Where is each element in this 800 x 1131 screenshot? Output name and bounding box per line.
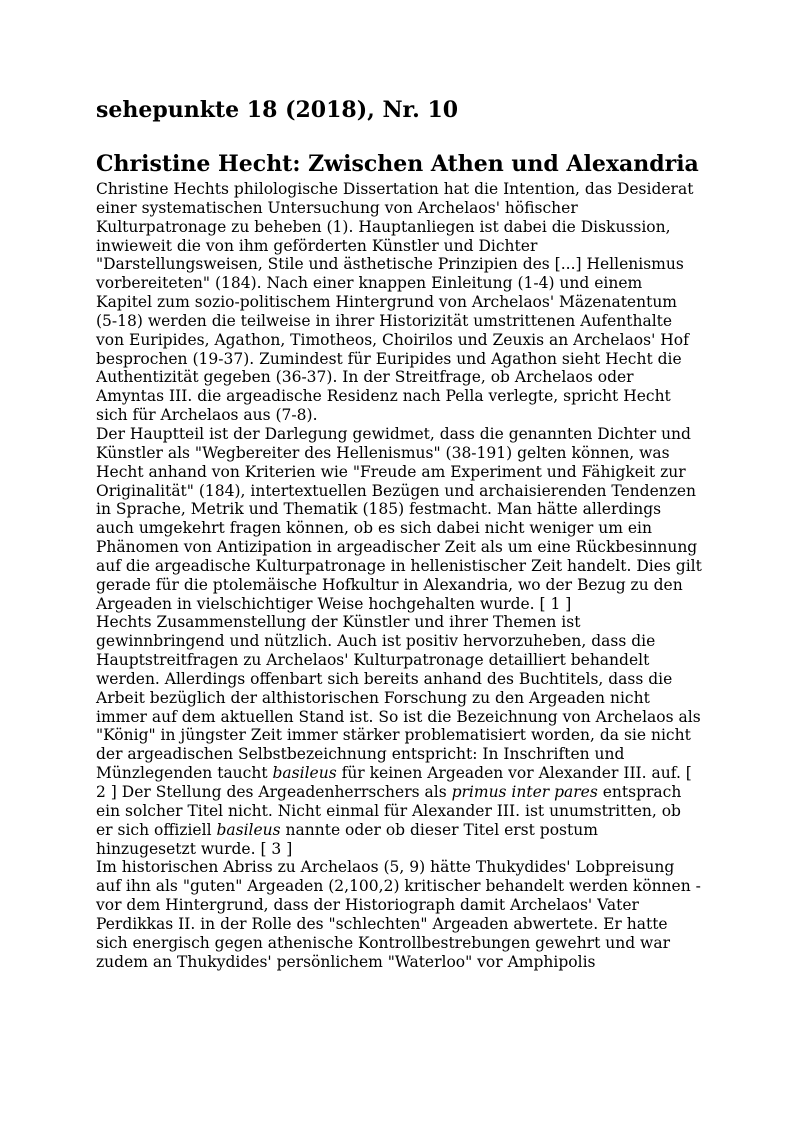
paragraph-2: [96, 425, 702, 613]
italic-term: primus inter pares: [451, 783, 598, 801]
italic-term: basileus: [272, 764, 337, 783]
text-run: entsprach ein solcher Titel nicht. Nicht einmal für Alexander III. ist unumstritten, ob er sich offiziell: [96, 783, 682, 839]
journal-heading: sehepunkte 18 (2018), Nr. 10: [96, 97, 459, 123]
paragraph-1: [96, 180, 702, 425]
text-run: Hechts Zusammenstellung der Künstler und ihrer Themen ist gewinnbringend und nützlich. Auch ist positiv hervorzuheben, dass die Hauptstreitfragen zu Archelaos' Kulturpatronage detailliert behandelt werden. Allerdings offenbart sich bereits anhand des Buchtitels, dass die Arbeit bezüglich der althistorischen Forschung zu den Argeaden nicht immer auf dem aktuellen Stand ist. So ist die Bezeichnung von Archelaos als "König" in jüngster Zeit immer stärker problematisiert worden, da sie nicht der argeadischen Selbstbezeichnung entspricht: In Inschriften und Münzlegenden taucht: [96, 613, 701, 783]
text-run: für keinen Argeaden vor Alexander III. auf. [ 2 ] Der Stellung des Argeadenherrschers als: [96, 764, 692, 801]
review-page: [96, 96, 702, 971]
text-run: Der Hauptteil ist der Darlegung gewidmet, dass die genannten Dichter und Künstler als "Wegbereiter des Hellenismus" (38-191) gelten können, was Hecht anhand von Kriterien wie "Freude am Experiment und Fähigkeit zur Originalität" (184), intertextuellen Bezügen und archaisierenden Tendenzen in Sprache, Metrik und Thematik (185) festmacht. Man hätte allerdings auch umgekehrt fragen können, ob es sich dabei nicht weniger um ein Phänomen von Antizipation in argeadischer Zeit als um eine Rückbesinnung auf die argeadische Kulturpatronage in hellenistischer Zeit handelt. Dies gilt gerade für die ptolemäische Hofkultur in Alexandria, wo der Bezug zu den Argeaden in vielschichtiger Weise hochgehalten wurde. [ 1 ]: [96, 424, 702, 613]
text-run: Christine Hechts philologische Dissertation hat die Intention, das Desiderat einer systematischen Untersuchung von Archelaos' höfischer Kulturpatronage zu beheben (1). Hauptanliegen ist dabei die Diskussion, inwieweit die von ihm geförderten Künstler und Dichter "Darstellungsweisen, Stile und ästhetische Prinzipien des [...] Hellenismus vorbereiteten" (184). Nach einer knappen Einleitung (1-4) und einem Kapitel zum sozio-politischem Hintergrund von Archelaos' Mäzenatentum (5-18) werden die teilweise in ihrer Historizität umstrittenen Aufenthalte von Euripides, Agathon, Timotheos, Choirilos und Zeuxis an Archelaos' Hof besprochen (19-37). Zumindest für Euripides und Agathon sieht Hecht die Authentizität gegeben (36-37). In der Streitfrage, ob Archelaos oder Amyntas III. die argeadische Residenz nach Pella verlegte, spricht Hecht sich für Archelaos aus (7-8).: [96, 180, 694, 425]
paragraph-4: [96, 858, 702, 971]
text-run: Im historischen Abriss zu Archelaos (5, 9) hätte Thukydides' Lobpreisung auf ihn als "guten" Argeaden (2,100,2) kritischer behandelt werden können - vor dem Hintergrund, dass der Historiograph damit Archelaos' Vater Perdikkas II. in der Rolle des "schlechten" Argeaden abwertete. Er hatte sich energisch gegen athenische Kontrollbestrebungen gewehrt und war zudem an Thukydides' persönlichem "Waterloo" vor Amphipolis: [96, 858, 701, 971]
review-title: Christine Hecht: Zwischen Athen und Alexandria: [96, 151, 699, 177]
italic-term: basileus: [216, 820, 281, 839]
text-run: nannte oder ob dieser Titel erst postum hinzugesetzt wurde. [ 3 ]: [96, 820, 598, 858]
paragraph-3: [96, 613, 702, 858]
review-body: [96, 180, 702, 971]
